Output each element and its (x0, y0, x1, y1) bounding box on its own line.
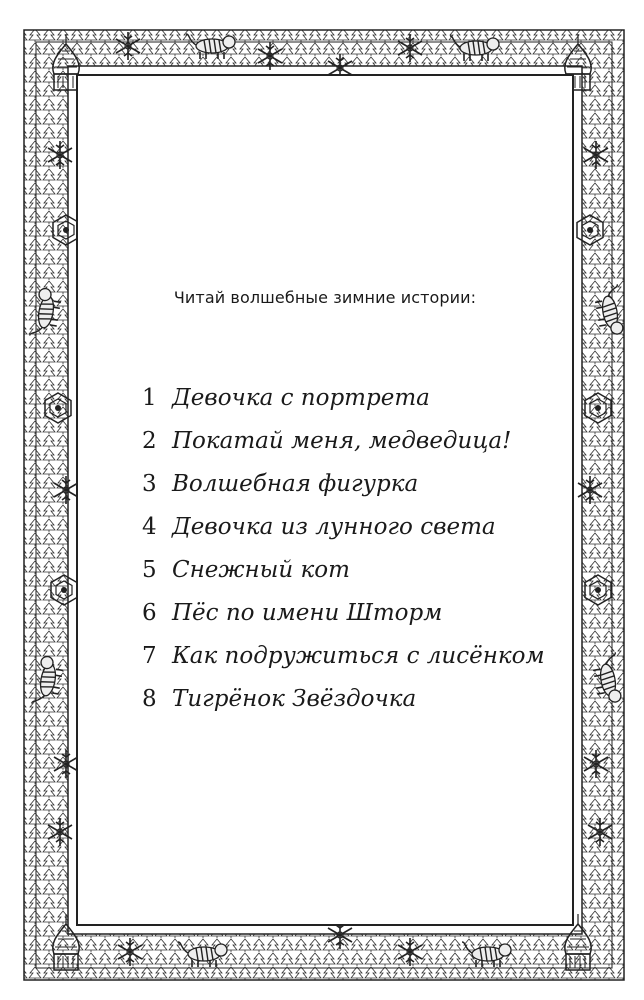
list-item (142, 677, 545, 720)
list-item (142, 634, 545, 677)
list-item (142, 462, 545, 505)
story-title: Пёс по имени Шторм (172, 599, 443, 626)
story-title: Волшебная фигурка (172, 470, 419, 497)
list-item (142, 505, 545, 548)
intro-heading: Читай волшебные зимние истории: (173, 288, 477, 307)
list-item (142, 548, 545, 591)
content-panel (76, 74, 574, 926)
story-title: Снежный кот (172, 556, 350, 583)
story-number: 7 (142, 642, 157, 669)
story-title: Девочка из лунного света (172, 513, 496, 540)
story-list (142, 376, 545, 720)
story-number: 8 (142, 685, 157, 712)
list-item (142, 591, 545, 634)
story-title: Как подружиться с лисёнком (172, 642, 545, 669)
list-item (142, 419, 545, 462)
story-title: Тигрёнок Звёздочка (172, 685, 417, 712)
story-number: 1 (142, 384, 157, 411)
story-title: Девочка с портрета (172, 384, 430, 411)
story-title: Покатай меня, медведица! (172, 427, 512, 454)
story-number: 2 (142, 427, 157, 454)
story-number: 6 (142, 599, 157, 626)
story-number: 3 (142, 470, 157, 497)
story-number: 4 (142, 513, 157, 540)
story-number: 5 (142, 556, 157, 583)
list-item (142, 376, 545, 419)
